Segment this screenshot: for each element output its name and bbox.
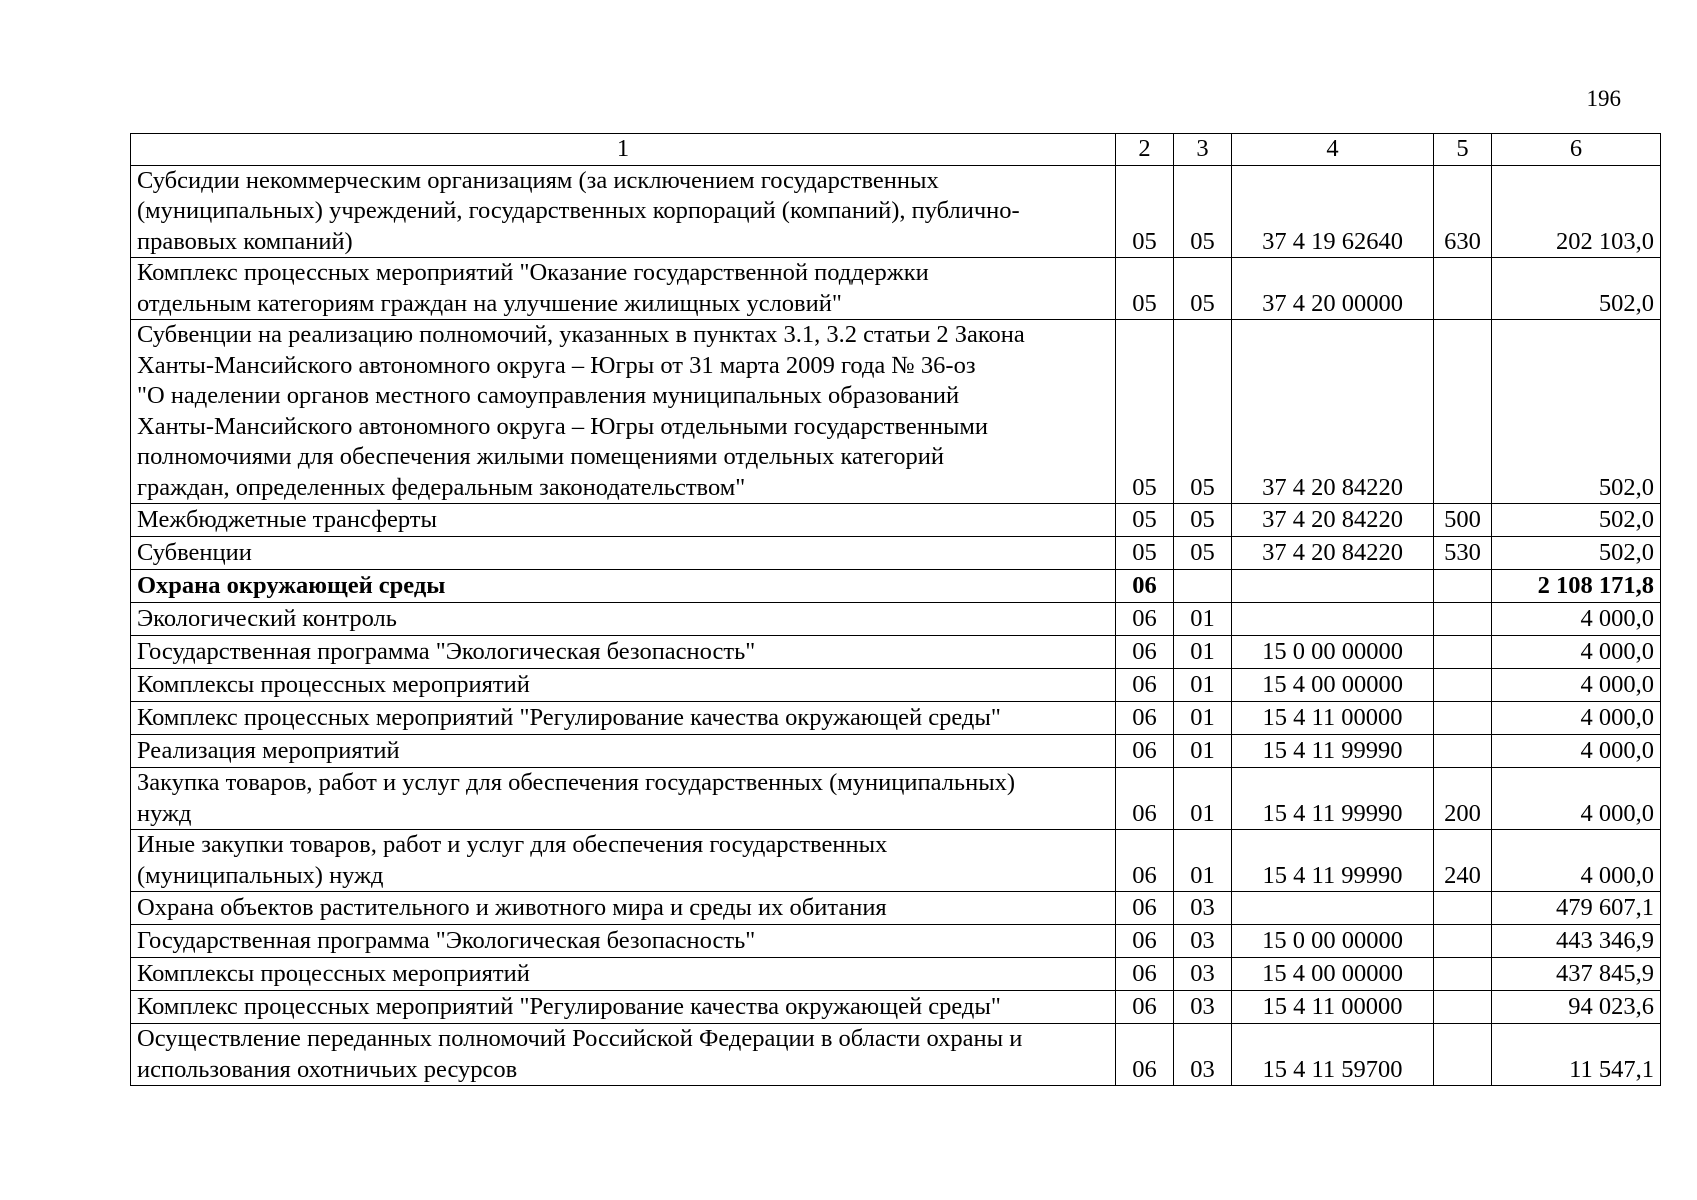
item-name-cell — [131, 258, 1116, 320]
item-name-cell — [131, 320, 1116, 504]
expense-type-cell — [1434, 958, 1492, 991]
item-name-cell — [131, 925, 1116, 958]
item-name-line: Комплекс процессных мероприятий "Регулирование качества окружающей среды" — [137, 703, 1001, 731]
section-code-cell: 06 — [1116, 702, 1174, 735]
amount-cell: 4 000,0 — [1492, 768, 1661, 830]
item-name-cell — [131, 991, 1116, 1024]
item-name-cell — [131, 735, 1116, 768]
subsection-code-cell: 03 — [1174, 1024, 1232, 1086]
section-code-cell: 05 — [1116, 320, 1174, 504]
table-row — [131, 320, 1661, 504]
amount-cell: 437 845,9 — [1492, 958, 1661, 991]
item-name-line: отдельным категориям граждан на улучшение жилищных условий" — [137, 289, 842, 317]
item-name-cell — [131, 830, 1116, 892]
expense-type-cell — [1434, 892, 1492, 925]
expense-type-cell — [1434, 735, 1492, 768]
expense-type-cell: 530 — [1434, 537, 1492, 570]
item-name-cell — [131, 603, 1116, 636]
section-code-cell: 06 — [1116, 925, 1174, 958]
item-name-line: Охрана объектов растительного и животного мира и среды их обитания — [137, 893, 887, 921]
item-name-line: Осуществление переданных полномочий Российской Федерации в области охраны и — [137, 1025, 1023, 1052]
item-name-line: (муниципальных) нужд — [137, 861, 384, 889]
section-code-cell: 05 — [1116, 537, 1174, 570]
item-name-line: Комплексы процессных мероприятий — [137, 959, 530, 987]
target-article-cell: 15 4 11 00000 — [1232, 702, 1434, 735]
table-row — [131, 258, 1661, 320]
item-name-line: Субвенции — [137, 538, 252, 566]
table-row — [131, 603, 1661, 636]
target-article-cell: 15 0 00 00000 — [1232, 925, 1434, 958]
amount-cell: 443 346,9 — [1492, 925, 1661, 958]
item-name-line: (муниципальных) учреждений, государственных корпораций (компаний), публично- — [137, 197, 1020, 224]
item-name-line: Субсидии некоммерческим организациям (за исключением государственных — [137, 166, 939, 194]
header-cell: 6 — [1492, 134, 1661, 166]
item-name-cell — [131, 1024, 1116, 1086]
item-name-cell — [131, 636, 1116, 669]
expense-type-cell — [1434, 603, 1492, 636]
amount-cell: 4 000,0 — [1492, 830, 1661, 892]
table-row — [131, 165, 1661, 258]
subsection-code-cell: 01 — [1174, 735, 1232, 768]
expense-type-cell: 240 — [1434, 830, 1492, 892]
section-code-cell: 06 — [1116, 958, 1174, 991]
expense-type-cell — [1434, 570, 1492, 603]
budget-table — [130, 133, 1661, 1086]
target-article-cell: 37 4 20 00000 — [1232, 258, 1434, 320]
target-article-cell — [1232, 603, 1434, 636]
header-cell: 3 — [1174, 134, 1232, 166]
subsection-code-cell: 03 — [1174, 991, 1232, 1024]
target-article-cell: 37 4 20 84220 — [1232, 320, 1434, 504]
table-row — [131, 1024, 1661, 1086]
expense-type-cell — [1434, 702, 1492, 735]
item-name-line: Межбюджетные трансферты — [137, 505, 437, 533]
subsection-code-cell: 01 — [1174, 768, 1232, 830]
section-code-cell: 06 — [1116, 892, 1174, 925]
table-row — [131, 991, 1661, 1024]
section-code-cell: 06 — [1116, 830, 1174, 892]
header-cell: 1 — [131, 134, 1116, 166]
subsection-code-cell: 03 — [1174, 925, 1232, 958]
expense-type-cell — [1434, 320, 1492, 504]
amount-cell: 4 000,0 — [1492, 603, 1661, 636]
amount-cell: 502,0 — [1492, 504, 1661, 537]
item-name-cell — [131, 702, 1116, 735]
subsection-code-cell: 05 — [1174, 320, 1232, 504]
table-row — [131, 958, 1661, 991]
target-article-cell — [1232, 570, 1434, 603]
item-name-line: Охрана окружающей среды — [137, 571, 446, 599]
expense-type-cell — [1434, 636, 1492, 669]
subsection-code-cell — [1174, 570, 1232, 603]
item-name-line: Иные закупки товаров, работ и услуг для обеспечения государственных — [137, 831, 888, 858]
expense-type-cell: 200 — [1434, 768, 1492, 830]
item-name-cell — [131, 537, 1116, 570]
item-name-line: Комплексы процессных мероприятий — [137, 670, 530, 698]
subsection-code-cell: 01 — [1174, 702, 1232, 735]
section-code-cell: 06 — [1116, 669, 1174, 702]
item-name-cell — [131, 958, 1116, 991]
table-row — [131, 702, 1661, 735]
item-name-cell — [131, 768, 1116, 830]
item-name-line: полномочиями для обеспечения жилыми помещениями отдельных категорий — [137, 443, 944, 470]
amount-cell: 479 607,1 — [1492, 892, 1661, 925]
item-name-line: правовых компаний) — [137, 227, 353, 255]
target-article-cell: 37 4 20 84220 — [1232, 537, 1434, 570]
amount-cell: 202 103,0 — [1492, 165, 1661, 258]
subsection-code-cell: 05 — [1174, 537, 1232, 570]
item-name-cell — [131, 165, 1116, 258]
item-name-line: нужд — [137, 799, 192, 827]
target-article-cell: 15 4 11 99990 — [1232, 735, 1434, 768]
amount-cell: 4 000,0 — [1492, 636, 1661, 669]
table-body — [131, 134, 1661, 1086]
item-name-cell — [131, 892, 1116, 925]
amount-cell: 4 000,0 — [1492, 669, 1661, 702]
subsection-code-cell: 01 — [1174, 636, 1232, 669]
table-row — [131, 925, 1661, 958]
section-code-cell: 06 — [1116, 768, 1174, 830]
section-code-cell: 06 — [1116, 636, 1174, 669]
section-code-cell: 06 — [1116, 570, 1174, 603]
table-row — [131, 570, 1661, 603]
item-name-line: Реализация мероприятий — [137, 736, 400, 764]
subsection-code-cell: 03 — [1174, 958, 1232, 991]
amount-cell: 4 000,0 — [1492, 702, 1661, 735]
page-number: 196 — [1586, 86, 1621, 111]
target-article-cell: 15 4 11 99990 — [1232, 768, 1434, 830]
item-name-line: Государственная программа "Экологическая безопасность" — [137, 637, 756, 665]
amount-cell: 502,0 — [1492, 320, 1661, 504]
amount-cell: 11 547,1 — [1492, 1024, 1661, 1086]
table-header-row — [131, 134, 1661, 166]
item-name-line: Экологический контроль — [137, 604, 397, 632]
amount-cell: 502,0 — [1492, 258, 1661, 320]
target-article-cell: 15 0 00 00000 — [1232, 636, 1434, 669]
section-code-cell: 05 — [1116, 504, 1174, 537]
header-cell: 5 — [1434, 134, 1492, 166]
target-article-cell — [1232, 892, 1434, 925]
target-article-cell: 15 4 11 99990 — [1232, 830, 1434, 892]
expense-type-cell: 630 — [1434, 165, 1492, 258]
amount-cell: 94 023,6 — [1492, 991, 1661, 1024]
table-row — [131, 504, 1661, 537]
subsection-code-cell: 03 — [1174, 892, 1232, 925]
item-name-line: Ханты-Мансийского автономного округа – Югры отдельными государственными — [137, 412, 989, 440]
target-article-cell: 15 4 00 00000 — [1232, 669, 1434, 702]
item-name-line: граждан, определенных федеральным законодательством" — [137, 473, 746, 501]
item-name-line: Закупка товаров, работ и услуг для обеспечения государственных (муниципальных) — [137, 769, 1016, 796]
table-row — [131, 830, 1661, 892]
item-name-line: использования охотничьих ресурсов — [137, 1055, 518, 1083]
section-code-cell: 06 — [1116, 603, 1174, 636]
item-name-line: "О наделении органов местного самоуправления муниципальных образований — [137, 382, 960, 409]
item-name-line: Комплекс процессных мероприятий "Оказание государственной поддержки — [137, 259, 929, 286]
section-code-cell: 06 — [1116, 1024, 1174, 1086]
item-name-line: Ханты-Мансийского автономного округа – Югры от 31 марта 2009 года № 36-оз — [137, 351, 976, 379]
section-code-cell: 06 — [1116, 735, 1174, 768]
subsection-code-cell: 01 — [1174, 669, 1232, 702]
target-article-cell: 15 4 11 00000 — [1232, 991, 1434, 1024]
section-code-cell: 05 — [1116, 258, 1174, 320]
expense-type-cell — [1434, 925, 1492, 958]
table-row — [131, 537, 1661, 570]
target-article-cell: 37 4 20 84220 — [1232, 504, 1434, 537]
subsection-code-cell: 05 — [1174, 504, 1232, 537]
table-row — [131, 768, 1661, 830]
item-name-line: Комплекс процессных мероприятий "Регулирование качества окружающей среды" — [137, 992, 1001, 1020]
item-name-cell — [131, 669, 1116, 702]
item-name-cell — [131, 570, 1116, 603]
subsection-code-cell: 01 — [1174, 603, 1232, 636]
table-row — [131, 892, 1661, 925]
subsection-code-cell: 05 — [1174, 165, 1232, 258]
amount-cell: 2 108 171,8 — [1492, 570, 1661, 603]
section-code-cell: 06 — [1116, 991, 1174, 1024]
header-cell: 2 — [1116, 134, 1174, 166]
table-row — [131, 735, 1661, 768]
expense-type-cell: 500 — [1434, 504, 1492, 537]
target-article-cell: 37 4 19 62640 — [1232, 165, 1434, 258]
expense-type-cell — [1434, 669, 1492, 702]
item-name-cell — [131, 504, 1116, 537]
item-name-line: Государственная программа "Экологическая безопасность" — [137, 926, 756, 954]
subsection-code-cell: 01 — [1174, 830, 1232, 892]
section-code-cell: 05 — [1116, 165, 1174, 258]
table-row — [131, 636, 1661, 669]
amount-cell: 502,0 — [1492, 537, 1661, 570]
expense-type-cell — [1434, 258, 1492, 320]
amount-cell: 4 000,0 — [1492, 735, 1661, 768]
table-row — [131, 669, 1661, 702]
header-cell: 4 — [1232, 134, 1434, 166]
expense-type-cell — [1434, 991, 1492, 1024]
item-name-line: Субвенции на реализацию полномочий, указанных в пунктах 3.1, 3.2 статьи 2 Закона — [137, 321, 1025, 348]
target-article-cell: 15 4 11 59700 — [1232, 1024, 1434, 1086]
subsection-code-cell: 05 — [1174, 258, 1232, 320]
expense-type-cell — [1434, 1024, 1492, 1086]
target-article-cell: 15 4 00 00000 — [1232, 958, 1434, 991]
